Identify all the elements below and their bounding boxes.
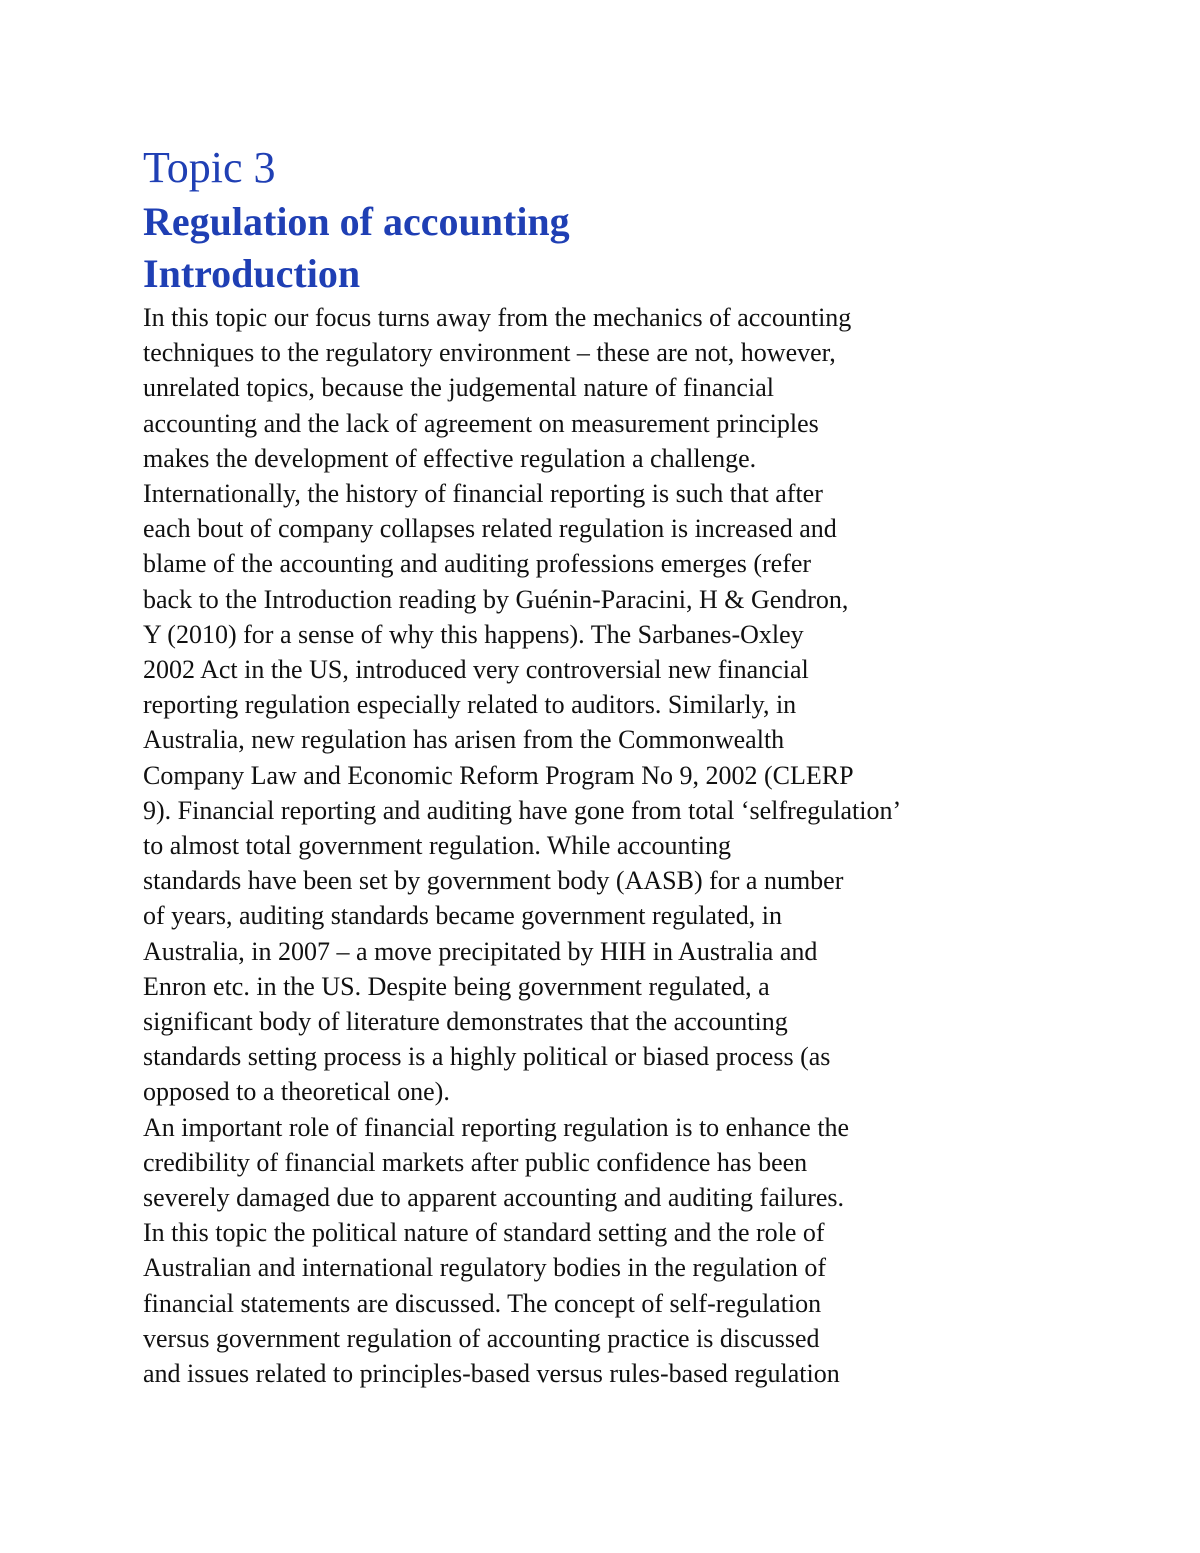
body-line: each bout of company collapses related regulation is increased and: [143, 514, 837, 544]
body-line: to almost total government regulation. While accounting: [143, 831, 731, 861]
body-line: financial statements are discussed. The concept of self-regulation: [143, 1288, 822, 1318]
body-text: [143, 300, 1143, 1391]
body-line: 2002 Act in the US, introduced very controversial new financial: [143, 655, 809, 685]
body-line: Australian and international regulatory bodies in the regulation of: [143, 1253, 827, 1283]
body-line: accounting and the lack of agreement on measurement principles: [143, 408, 819, 438]
body-line: unrelated topics, because the judgemental nature of financial: [143, 373, 774, 403]
body-line: and issues related to principles-based versus rules-based regulation: [143, 1359, 840, 1389]
body-line: opposed to a theoretical one).: [143, 1077, 450, 1107]
body-line: credibility of financial markets after public confidence has been: [143, 1147, 808, 1177]
document-title: Regulation of accounting: [143, 199, 570, 244]
body-line: Australia, new regulation has arisen from the Commonwealth: [143, 725, 785, 755]
body-line: Internationally, the history of financial reporting is such that after: [143, 479, 823, 509]
body-line: techniques to the regulatory environment – these are not, however,: [143, 338, 836, 368]
topic-label: Topic 3: [143, 143, 276, 192]
body-line: significant body of literature demonstrates that the accounting: [143, 1007, 788, 1037]
body-line: Australia, in 2007 – a move precipitated by HIH in Australia and: [143, 936, 818, 966]
body-line: In this topic our focus turns away from the mechanics of accounting: [143, 303, 852, 332]
body-line: back to the Introduction reading by Guénin-Paracini, H & Gendron,: [143, 584, 849, 614]
body-line: Company Law and Economic Reform Program No 9, 2002 (CLERP: [143, 760, 854, 790]
body-line: standards have been set by government body (AASB) for a number: [143, 866, 844, 896]
body-line: An important role of financial reporting regulation is to enhance the: [143, 1112, 850, 1142]
section-heading: Introduction: [143, 251, 361, 296]
body-line: In this topic the political nature of standard setting and the role of: [143, 1218, 825, 1248]
body-line: reporting regulation especially related to auditors. Similarly, in: [143, 690, 797, 720]
body-line: 9). Financial reporting and auditing have gone from total ‘selfregulation’: [143, 795, 902, 825]
body-line: blame of the accounting and auditing professions emerges (refer: [143, 549, 812, 579]
body-line: severely damaged due to apparent accounting and auditing failures.: [143, 1183, 845, 1213]
body-line: standards setting process is a highly political or biased process (as: [143, 1042, 831, 1072]
body-line: versus government regulation of accounting practice is discussed: [143, 1323, 820, 1353]
document-content: [143, 140, 1143, 1391]
body-line: makes the development of effective regulation a challenge.: [143, 443, 757, 473]
body-line: Enron etc. in the US. Despite being government regulated, a: [143, 971, 770, 1001]
body-line: of years, auditing standards became government regulated, in: [143, 901, 782, 931]
body-line: Y (2010) for a sense of why this happens). The Sarbanes-Oxley: [143, 619, 804, 649]
